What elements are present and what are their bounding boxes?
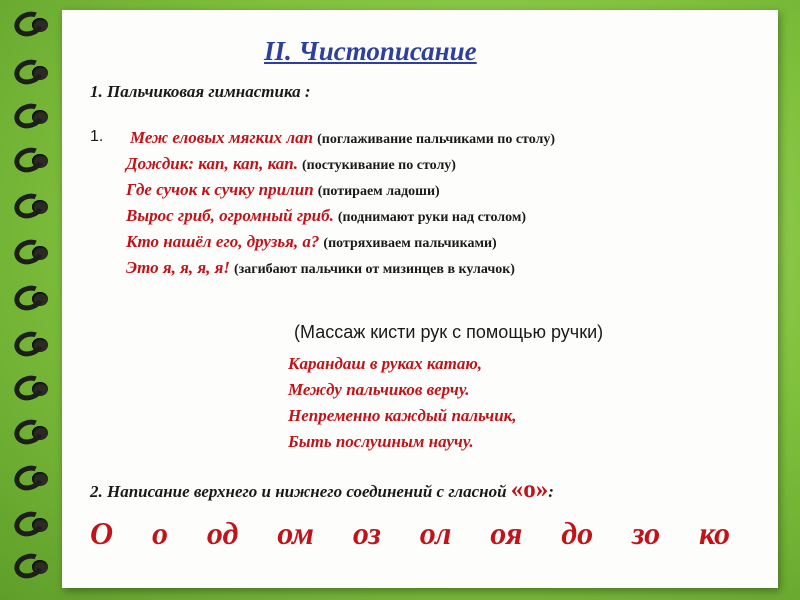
- page-title: II. Чистописание: [264, 36, 477, 66]
- massage-heading: (Массаж кисти рук с помощью ручки): [294, 322, 604, 342]
- rhyme-note: (потряхиваем пальчиками): [323, 236, 497, 251]
- rhyme-text: Где сучок к сучку прилип: [126, 180, 314, 199]
- spiral-ring: [12, 102, 46, 132]
- spiral-ring: [12, 330, 46, 360]
- spiral-ring: [12, 192, 46, 222]
- spiral-ring: [12, 374, 46, 404]
- rhyme-note: (загибают пальчики от мизинцев в кулачок): [233, 262, 515, 277]
- list-number: 1.: [90, 128, 104, 145]
- spiral-ring: [12, 464, 46, 494]
- rhyme-note: (поглаживание пальчиками по столу): [317, 132, 556, 147]
- rhyme-line: [126, 154, 456, 174]
- spiral-ring: [12, 10, 46, 40]
- rhyme-text: Это я, я, я, я!: [126, 258, 230, 277]
- letter-combinations: [90, 515, 730, 552]
- letter-combination: о: [152, 515, 168, 551]
- letter-combination: ол: [419, 515, 452, 551]
- massage-line: Непременно каждый пальчик,: [288, 406, 517, 425]
- letter-combination: оз: [352, 515, 381, 551]
- letter-combination: ко: [698, 515, 730, 551]
- spiral-ring: [12, 146, 46, 176]
- section2-text: 2. Написание верхнего и нижнего соединений с гласной: [90, 482, 511, 501]
- rhyme-text: Вырос гриб, огромный гриб.: [126, 206, 334, 225]
- spiral-ring: [12, 552, 46, 582]
- rhyme-line: [126, 232, 497, 252]
- rhyme-text: Меж еловых мягких лап: [130, 128, 314, 147]
- rhyme-line: [126, 180, 440, 200]
- massage-line: Между пальчиков верчу.: [288, 380, 470, 399]
- rhyme-line: [130, 128, 555, 148]
- rhyme-line: [126, 258, 515, 278]
- letter-combination: ом: [277, 515, 314, 551]
- letter-combination: О: [90, 515, 114, 551]
- rhyme-text: Кто нашёл его, друзья, а?: [126, 232, 320, 251]
- section2-heading: [90, 476, 554, 504]
- spiral-ring: [12, 238, 46, 268]
- massage-line: Карандаш в руках катаю,: [288, 354, 482, 373]
- spiral-ring: [12, 510, 46, 540]
- letter-combination: до: [561, 515, 594, 551]
- rhyme-note: (постукивание по столу): [301, 158, 456, 173]
- letter-combination: зо: [632, 515, 661, 551]
- vowel-label: «о»: [510, 476, 549, 503]
- rhyme-text: Дождик: кап, кап, кап.: [126, 154, 298, 173]
- massage-line: Быть послушным научу.: [288, 432, 474, 451]
- rhyme-line: [126, 206, 526, 226]
- spiral-ring: [12, 284, 46, 314]
- rhyme-note: (поднимают руки над столом): [337, 210, 527, 225]
- spiral-ring: [12, 418, 46, 448]
- rhyme-note: (потираем ладоши): [317, 184, 440, 199]
- section2-colon: :: [548, 482, 554, 501]
- letter-combination: оя: [490, 515, 523, 551]
- section1-heading: 1. Пальчиковая гимнастика :: [90, 82, 311, 101]
- letter-combination: од: [206, 515, 239, 551]
- spiral-ring: [12, 58, 46, 88]
